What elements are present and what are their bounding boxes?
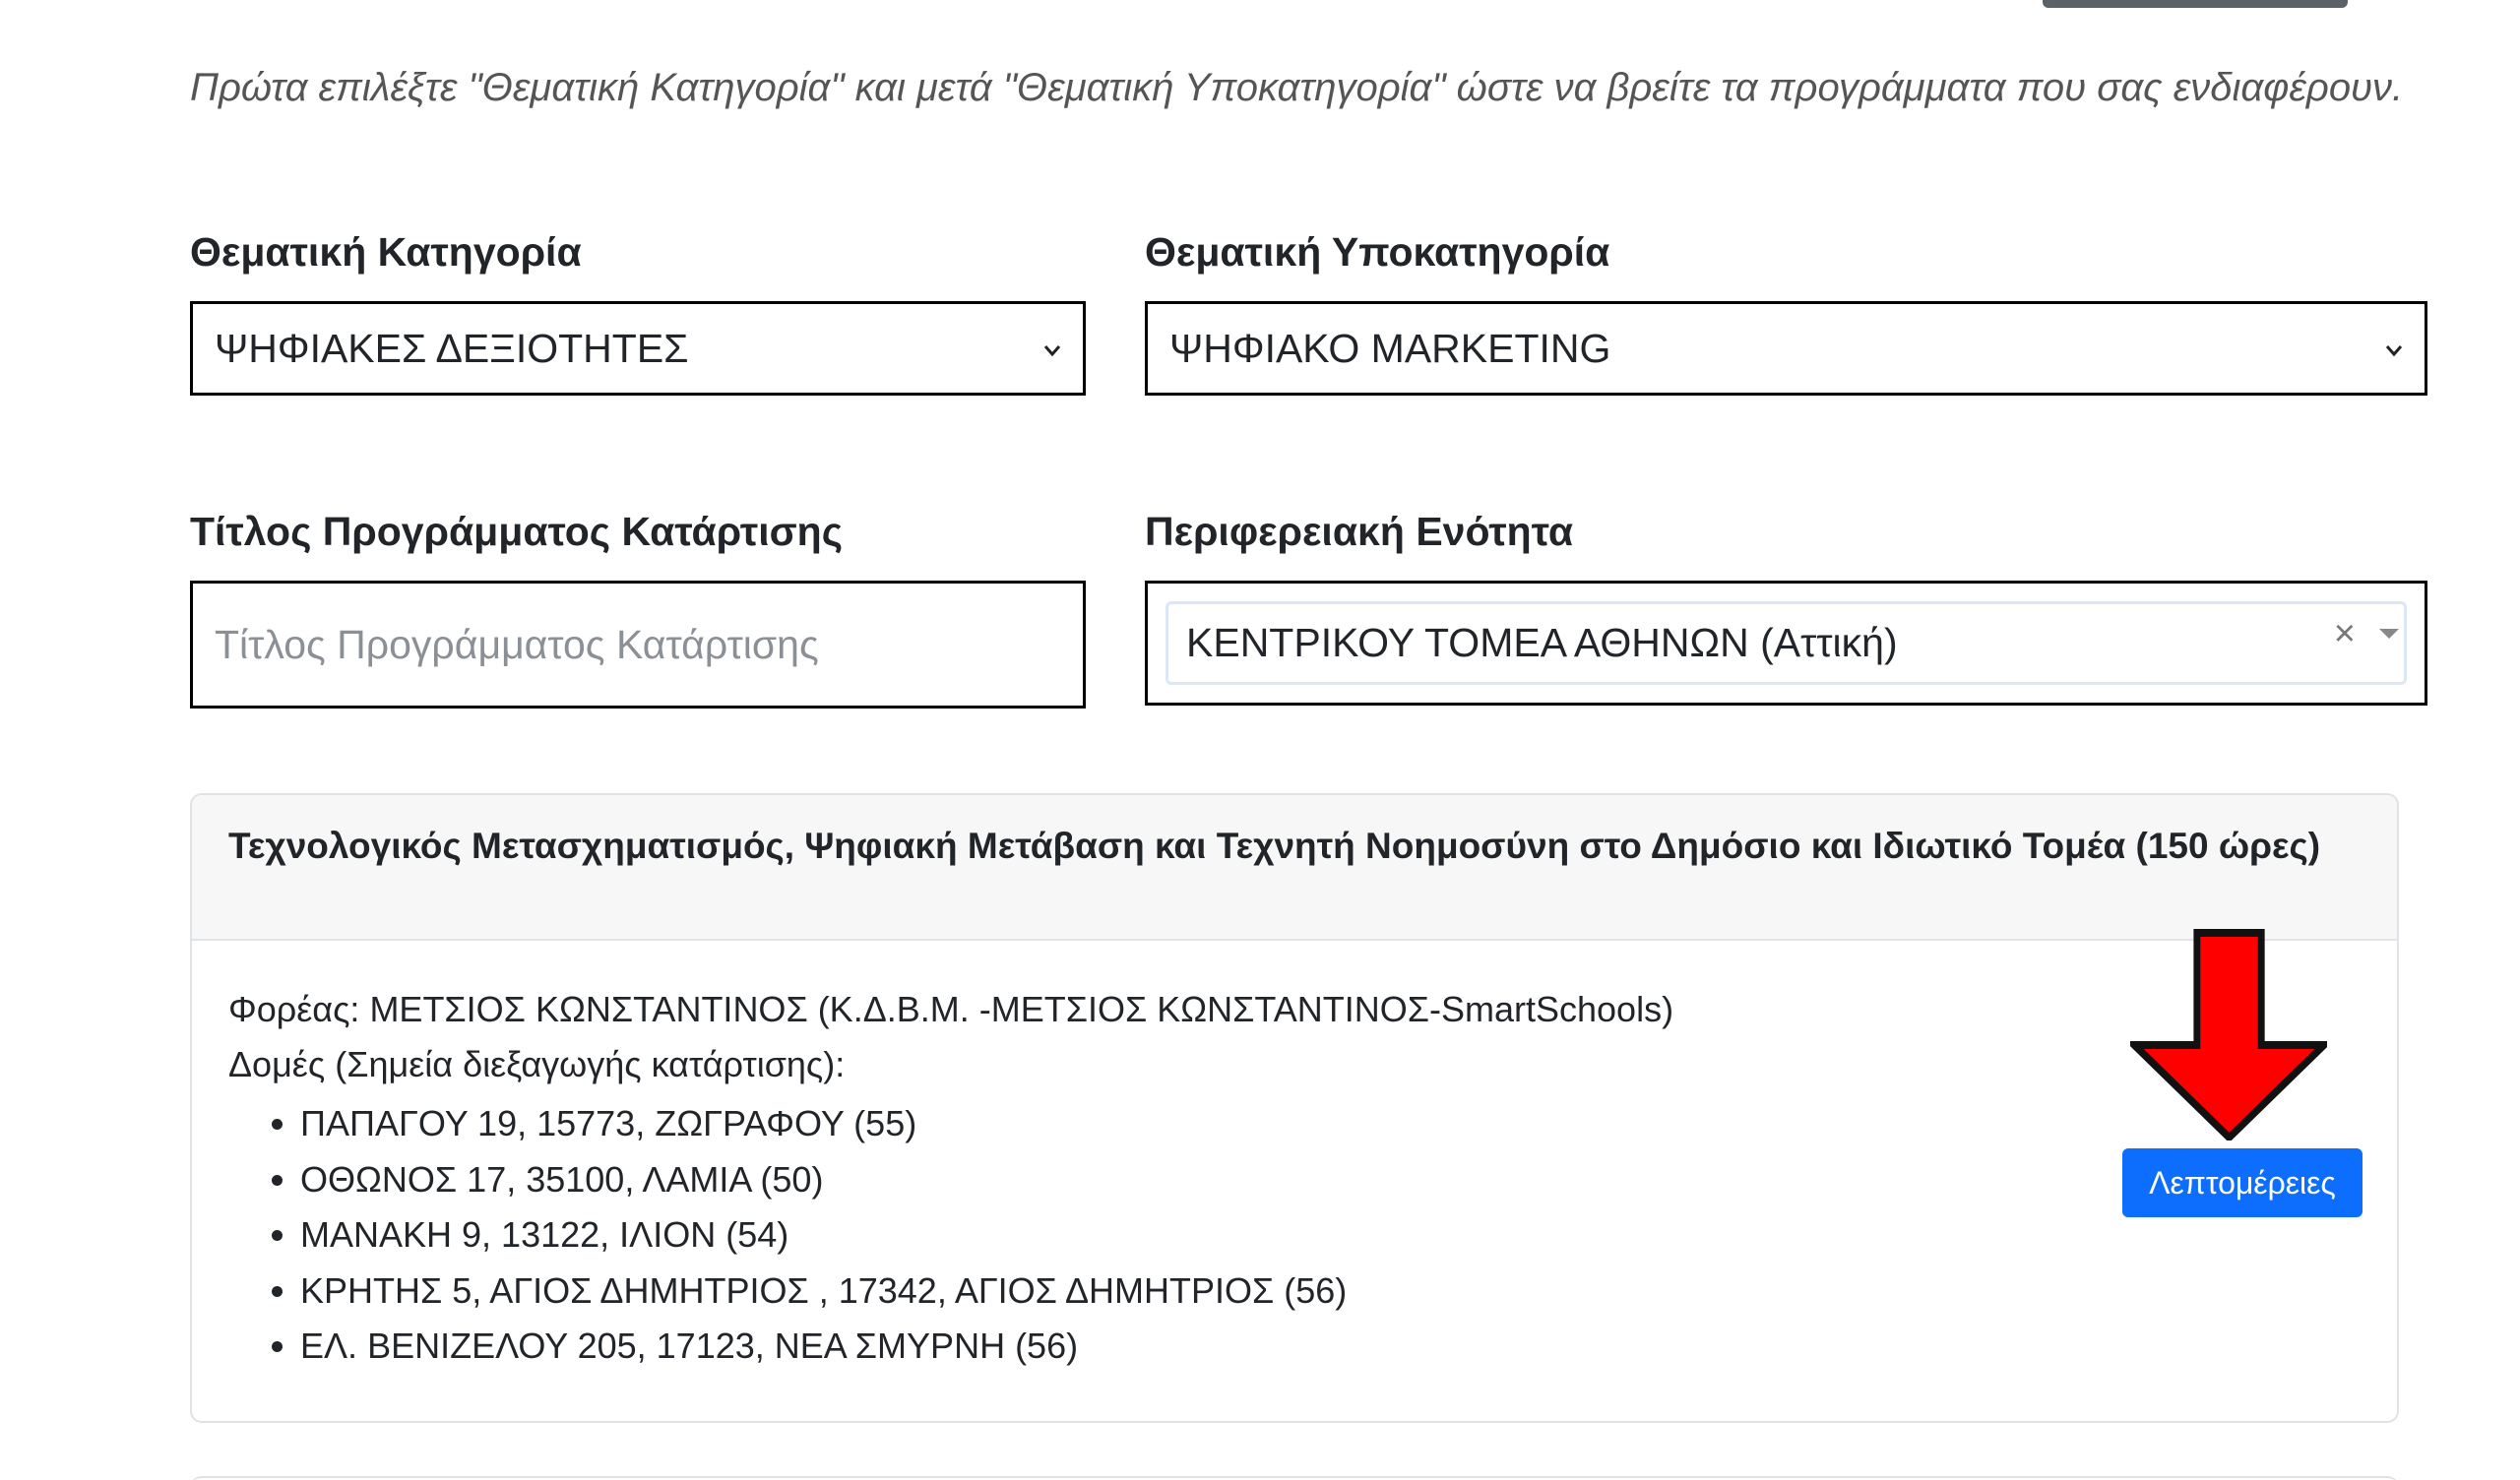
locations-list: [228, 1096, 2362, 1375]
chevron-down-icon: [1040, 338, 1065, 363]
provider-text: Φορέας: ΜΕΤΣΙΟΣ ΚΩΝΣΤΑΝΤΙΝΟΣ (Κ.Δ.Β.Μ. -ΜΕΤΣΙΟΣ ΚΩΝΣΤΑΝΤΙΝΟΣ-SmartSchools): [228, 989, 1674, 1029]
subcategory-value: ΨΗΦΙΑΚΟ MARKETING: [1169, 325, 1611, 371]
list-item: • ΕΛ. ΒΕΝΙΖΕΛΟΥ 205, 17123, ΝΕΑ ΣΜΥΡΝΗ (56): [300, 1319, 2362, 1375]
red-arrow-annotation: [2130, 929, 2327, 1141]
clear-icon[interactable]: ×: [2333, 613, 2356, 654]
category-select[interactable]: [190, 301, 1086, 396]
region-value: ΚΕΝΤΡΙΚΟΥ ΤΟΜΕΑ ΑΘΗΝΩΝ (Αττική): [1186, 620, 1898, 665]
program-body: [228, 982, 2362, 1375]
subcategory-select[interactable]: [1145, 301, 2427, 396]
subcategory-label: Θεματική Υποκατηγορία: [1145, 229, 1610, 275]
region-select[interactable]: [1145, 581, 2427, 706]
title-input[interactable]: [190, 581, 1086, 709]
list-item: • ΜΑΝΑΚΗ 9, 13122, ΙΛΙΟΝ (54): [300, 1207, 2362, 1264]
category-label: Θεματική Κατηγορία: [190, 229, 582, 275]
region-label: Περιφερειακή Ενότητα: [1145, 509, 1574, 554]
title-label: Τίτλος Προγράμματος Κατάρτισης: [190, 509, 844, 554]
list-item: • ΠΑΠΑΓΟΥ 19, 15773, ΖΩΓΡΑΦΟΥ (55): [300, 1096, 2362, 1152]
next-card-edge: [190, 1476, 2399, 1480]
region-select-inner[interactable]: [1166, 601, 2407, 685]
program-card: [190, 793, 2399, 1423]
program-title: Τεχνολογικός Μετασχηματισμός, Ψηφιακή Μετάβαση και Τεχνητή Νοημοσύνη στο Δημόσιο και Ιδιωτικό Τομέα (150 ώρες): [192, 795, 2397, 941]
caret-down-icon[interactable]: [2379, 629, 2399, 639]
details-button[interactable]: Λεπτομέρειες: [2122, 1148, 2362, 1217]
list-item: • ΟΘΩΝΟΣ 17, 35100, ΛΑΜΙΑ (50): [300, 1152, 2362, 1208]
list-item: • ΚΡΗΤΗΣ 5, ΑΓΙΟΣ ΔΗΜΗΤΡΙΟΣ , 17342, ΑΓΙΟΣ ΔΗΜΗΤΡΙΟΣ (56): [300, 1264, 2362, 1320]
structures-label: Δομές (Σημεία διεξαγωγής κατάρτισης):: [228, 1044, 846, 1084]
top-button-edge[interactable]: [2043, 0, 2348, 8]
intro-text: Πρώτα επιλέξτε "Θεματική Κατηγορία" και μετά "Θεματική Υποκατηγορία" ώστε να βρείτε τα προγράμματα που σας ενδιαφέρουν.: [190, 66, 2404, 109]
chevron-down-icon: [2381, 338, 2407, 363]
category-value: ΨΗΦΙΑΚΕΣ ΔΕΞΙΟΤΗΤΕΣ: [215, 325, 689, 371]
